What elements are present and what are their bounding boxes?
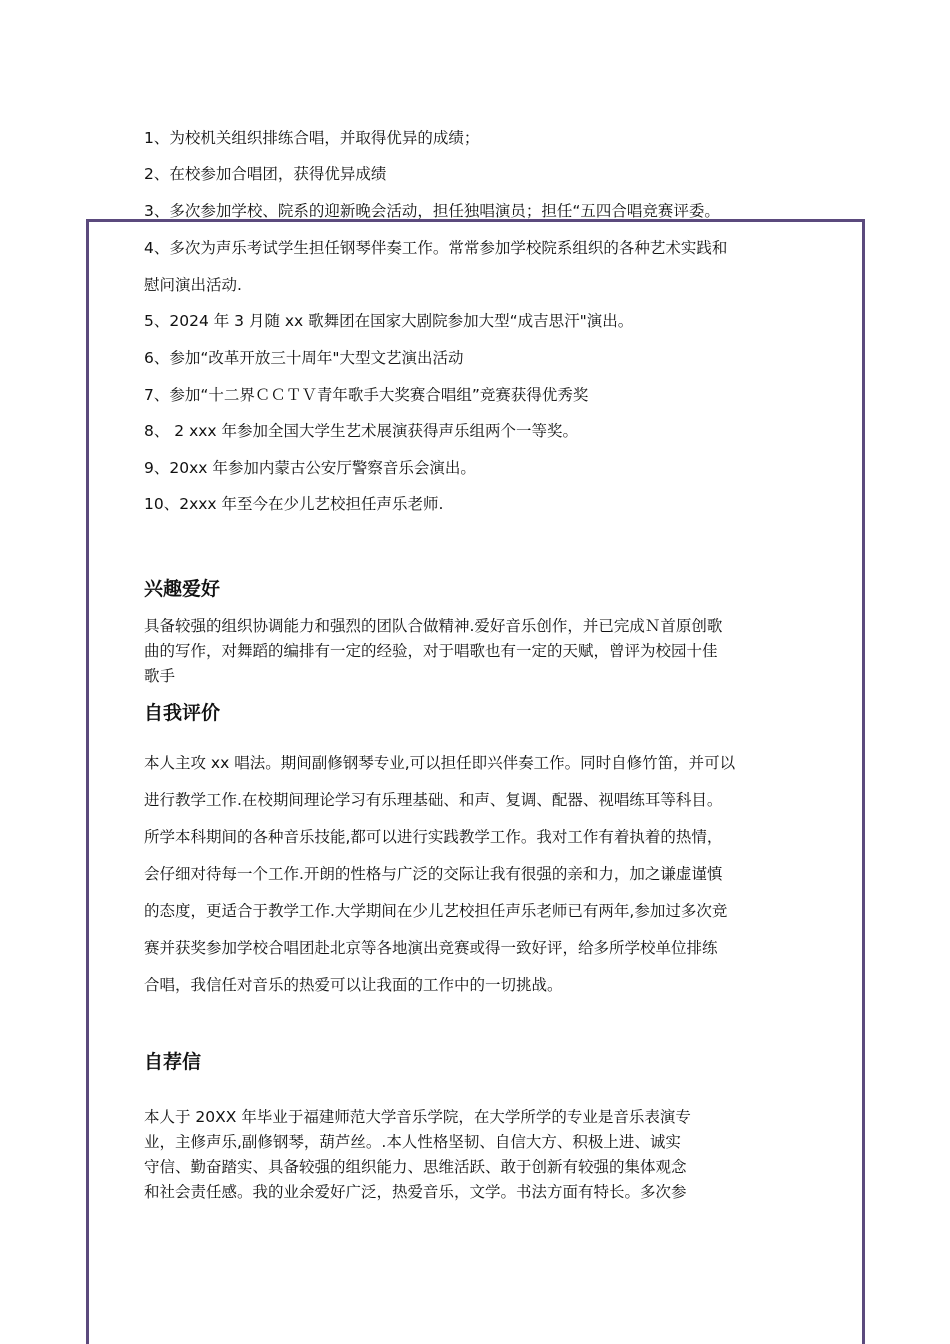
hobbies-line: 歌手 xyxy=(144,667,176,685)
achievement-item: 9、20xx 年参加内蒙古公安厅警察音乐会演出。 xyxy=(144,459,476,477)
self-evaluation-line: 会仔细对待每一个工作.开朗的性格与广泛的交际让我有很强的亲和力，加之谦虚谨慎 xyxy=(144,865,723,883)
achievement-item: 8、 2 xxx 年参加全国大学生艺术展演获得声乐组两个一等奖。 xyxy=(144,422,579,440)
cover-letter-heading: 自荐信 xyxy=(144,1051,202,1073)
self-evaluation-line: 的态度，更适合于教学工作.大学期间在少儿艺校担任声乐老师已有两年,参加过多次竞 xyxy=(144,902,728,920)
hobbies-line: 曲的写作，对舞蹈的编排有一定的经验，对于唱歌也有一定的天赋，曾评为校园十佳 xyxy=(144,642,718,660)
achievement-item: 2、在校参加合唱团，获得优异成绩 xyxy=(144,165,387,183)
self-evaluation-line: 赛并获奖参加学校合唱团赴北京等各地演出竞赛或得一致好评，给多所学校单位排练 xyxy=(144,939,718,957)
hobbies-text xyxy=(144,614,814,689)
achievement-item: 5、2024 年 3 月随 xx 歌舞团在国家大剧院参加大型“成吉思汗"演出。 xyxy=(144,312,634,330)
self-evaluation-line: 本人主攻 xx 唱法。期间副修钢琴专业,可以担任即兴伴奏工作。同时自修竹笛，并可以 xyxy=(144,754,736,772)
self-evaluation-line: 合唱，我信任对音乐的热爱可以让我面的工作中的一切挑战。 xyxy=(144,976,563,994)
self-evaluation-line: 所学本科期间的各种音乐技能,都可以进行实践教学工作。我对工作有着执着的热情， xyxy=(144,828,723,846)
achievement-item-continuation: 慰问演出活动. xyxy=(144,276,242,294)
achievement-item: 10、2xxx 年至今在少儿艺校担任声乐老师. xyxy=(144,495,444,513)
cover-letter-line: 守信、勤奋踏实、具备较强的组织能力、思维活跃、敢于创新有较强的集体观念 xyxy=(144,1158,687,1176)
self-evaluation-heading: 自我评价 xyxy=(144,702,221,724)
cover-letter-line: 本人于 20XX 年毕业于福建师范大学音乐学院，在大学所学的专业是音乐表演专 xyxy=(144,1108,691,1126)
achievement-item: 7、参加“十二界ＣＣＴＶ青年歌手大奖赛合唱组”竞赛获得优秀奖 xyxy=(144,386,589,404)
cover-letter-text xyxy=(144,1105,814,1205)
hobbies-heading: 兴趣爱好 xyxy=(144,578,221,600)
achievement-item: 6、参加“改革开放三十周年"大型文艺演出活动 xyxy=(144,349,464,367)
achievement-item: 1、为校机关组织排练合唱，并取得优异的成绩； xyxy=(144,129,480,147)
self-evaluation-line: 进行教学工作.在校期间理论学习有乐理基础、和声、复调、配器、视唱练耳等科目。 xyxy=(144,791,723,809)
achievement-item: 3、多次参加学校、院系的迎新晚会活动，担任独唱演员；担任“五四合唱竞赛评委。 xyxy=(144,202,720,220)
hobbies-line: 具备较强的组织协调能力和强烈的团队合做精神.爱好音乐创作，并已完成Ｎ首原创歌 xyxy=(144,617,723,635)
cover-letter-line: 业，主修声乐,副修钢琴，葫芦丝。.本人性格坚韧、自信大方、积极上进、诚实 xyxy=(144,1133,681,1151)
self-evaluation-text xyxy=(144,745,814,1004)
achievement-item: 4、多次为声乐考试学生担任钢琴伴奏工作。常常参加学校院系组织的各种艺术实践和 xyxy=(144,239,728,257)
cover-letter-line: 和社会责任感。我的业余爱好广泛，热爱音乐，文学。书法方面有特长。多次参 xyxy=(144,1183,687,1201)
